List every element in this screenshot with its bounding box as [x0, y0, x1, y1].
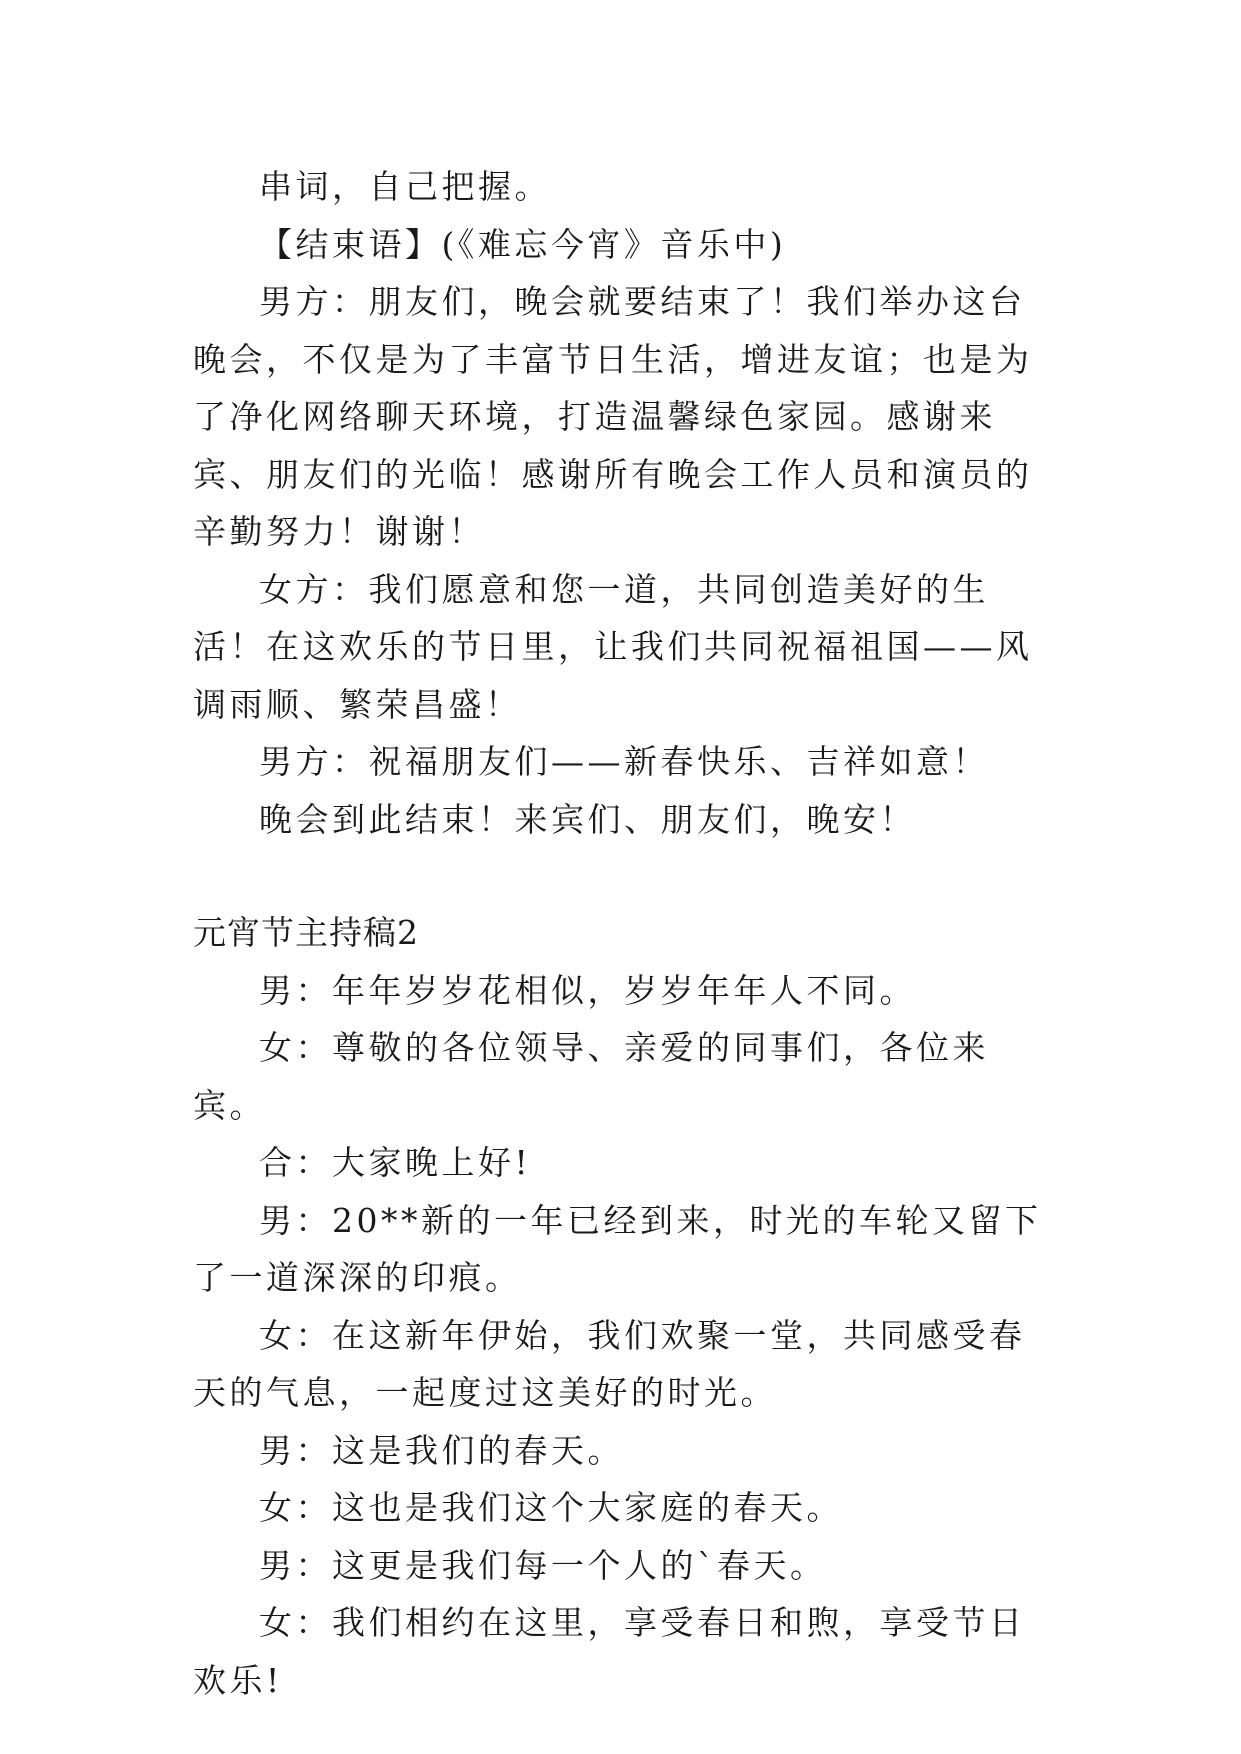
paragraph: 女方：我们愿意和您一道，共同创造美好的生活！在这欢乐的节日里，让我们共同祝福祖国——风调雨顺、繁荣昌盛！ [193, 569, 1033, 724]
paragraph: 男：这是我们的春天。 [259, 1430, 624, 1470]
paragraph: 合：大家晚上好! [259, 1143, 532, 1182]
paragraph: 男方：朋友们，晚会就要结束了！我们举办这台晚会，不仅是为了丰富节日生活，增进友谊；也是为了净化网络聊天环境，打造温馨绿色家园。感谢来宾、朋友们的光临！感谢所有晚会工作人员和演员的辛勤努力！谢谢！ [193, 282, 1033, 551]
paragraph: 男：20**新的一年已经到来，时光的车轮又留下了一道深深的印痕。 [193, 1200, 1042, 1297]
paragraph: 男：年年岁岁花相似，岁岁年年人不同。 [259, 970, 916, 1010]
paragraph: 女：在这新年伊始，我们欢聚一堂，共同感受春天的气息，一起度过这美好的时光。 [193, 1315, 1026, 1412]
paragraph: 男：这更是我们每一个人的`春天。 [259, 1545, 827, 1585]
section-heading: 元宵节主持稿2 [193, 913, 419, 952]
paragraph: 串词，自己把握。 [259, 167, 551, 206]
paragraph: 【结束语】(《难忘今宵》音乐中) [259, 224, 787, 264]
paragraph: 晚会到此结束！来宾们、朋友们，晚安！ [259, 799, 916, 839]
paragraph: 女：尊敬的各位领导、亲爱的同事们，各位来宾。 [193, 1028, 989, 1125]
paragraph: 女：我们相约在这里，享受春日和煦，享受节日欢乐! [193, 1603, 1026, 1700]
paragraph: 女：这也是我们这个大家庭的春天。 [259, 1488, 843, 1527]
document-body [193, 158, 1053, 1709]
paragraph: 男方：祝福朋友们——新春快乐、吉祥如意！ [259, 742, 989, 781]
